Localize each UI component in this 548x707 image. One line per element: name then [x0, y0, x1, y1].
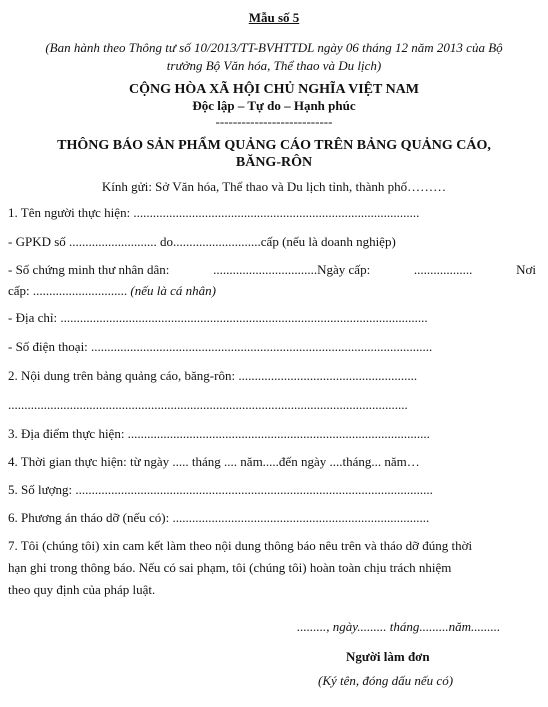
field-quantity: 5. Số lượng: .............................................................................................................. — [8, 482, 433, 497]
field-time-period: 4. Thời gian thực hiện: từ ngày ..... tháng .... năm.....đến ngày ....tháng... năm… — [8, 454, 420, 469]
commitment-line1: 7. Tôi (chúng tôi) xin cam kết làm theo nội dung thông báo nêu trên và tháo dỡ đúng thời — [8, 538, 473, 553]
signature-date-line: ........., ngày......... tháng.........năm......... — [297, 619, 501, 634]
commitment-line3: theo quy định của pháp luật. — [8, 582, 156, 597]
field-address: - Địa chỉ: ................................................................................................................. — [8, 310, 428, 325]
id-card-note: (nếu là cá nhân) — [130, 283, 216, 298]
signer-title: Người làm đơn — [346, 649, 430, 664]
commitment-line2: hạn ghi trong thông báo. Nếu có sai phạm, tôi (chúng tôi) hoàn toàn chịu trách nhiệm — [8, 560, 452, 575]
field-id-card — [8, 262, 536, 278]
motto-divider: --------------------------- — [215, 114, 333, 129]
id-card-place: cấp: ............................. — [8, 283, 128, 298]
issuance-note-line2: trưởng Bộ Văn hóa, Thể thao và Du lịch) — [166, 58, 382, 73]
field-performer-name: 1. Tên người thực hiện: ........................................................................................ — [8, 205, 420, 220]
field-advert-content-continued: ........................................................................................................................... — [8, 397, 408, 412]
id-card-issue-date: ................................Ngày cấp: — [213, 262, 371, 277]
document-title-line2: BĂNG-RÔN — [235, 155, 313, 170]
field-id-card-place — [8, 283, 216, 299]
field-location: 3. Địa điểm thực hiện: ............................................................................................. — [8, 426, 430, 441]
field-removal-plan: 6. Phương án tháo dỡ (nếu có): ............................................................................... — [8, 510, 430, 525]
field-phone: - Số điện thoại: ......................................................................................................... — [8, 339, 433, 354]
issuance-note-line1: (Ban hành theo Thông tư số 10/2013/TT-BVHTTDL ngày 06 tháng 12 năm 2013 của Bộ — [45, 40, 503, 55]
id-card-issue-date-value: .................. — [413, 262, 473, 277]
national-motto: Độc lập – Tự do – Hạnh phúc — [192, 98, 356, 113]
id-card-label: - Số chứng minh thư nhân dân: — [8, 262, 170, 277]
id-card-place-label: Nơi — [516, 262, 536, 277]
field-advert-content: 2. Nội dung trên bảng quảng cáo, băng-rôn: ....................................................... — [8, 368, 418, 383]
signature-note: (Ký tên, đóng dấu nếu có) — [318, 673, 454, 688]
country-heading: CỘNG HÒA XÃ HỘI CHỦ NGHĨA VIỆT NAM — [128, 82, 419, 97]
form-number: Mẫu số 5 — [248, 10, 300, 25]
document-title-line1: THÔNG BÁO SẢN PHẨM QUẢNG CÁO TRÊN BẢNG QUẢNG CÁO, — [57, 138, 491, 153]
field-business-license: - GPKD số ........................... do...........................cấp (nếu là doanh nghiệp) — [8, 234, 396, 249]
recipient-line: Kính gửi: Sở Văn hóa, Thể thao và Du lịch tỉnh, thành phố……… — [101, 179, 447, 194]
